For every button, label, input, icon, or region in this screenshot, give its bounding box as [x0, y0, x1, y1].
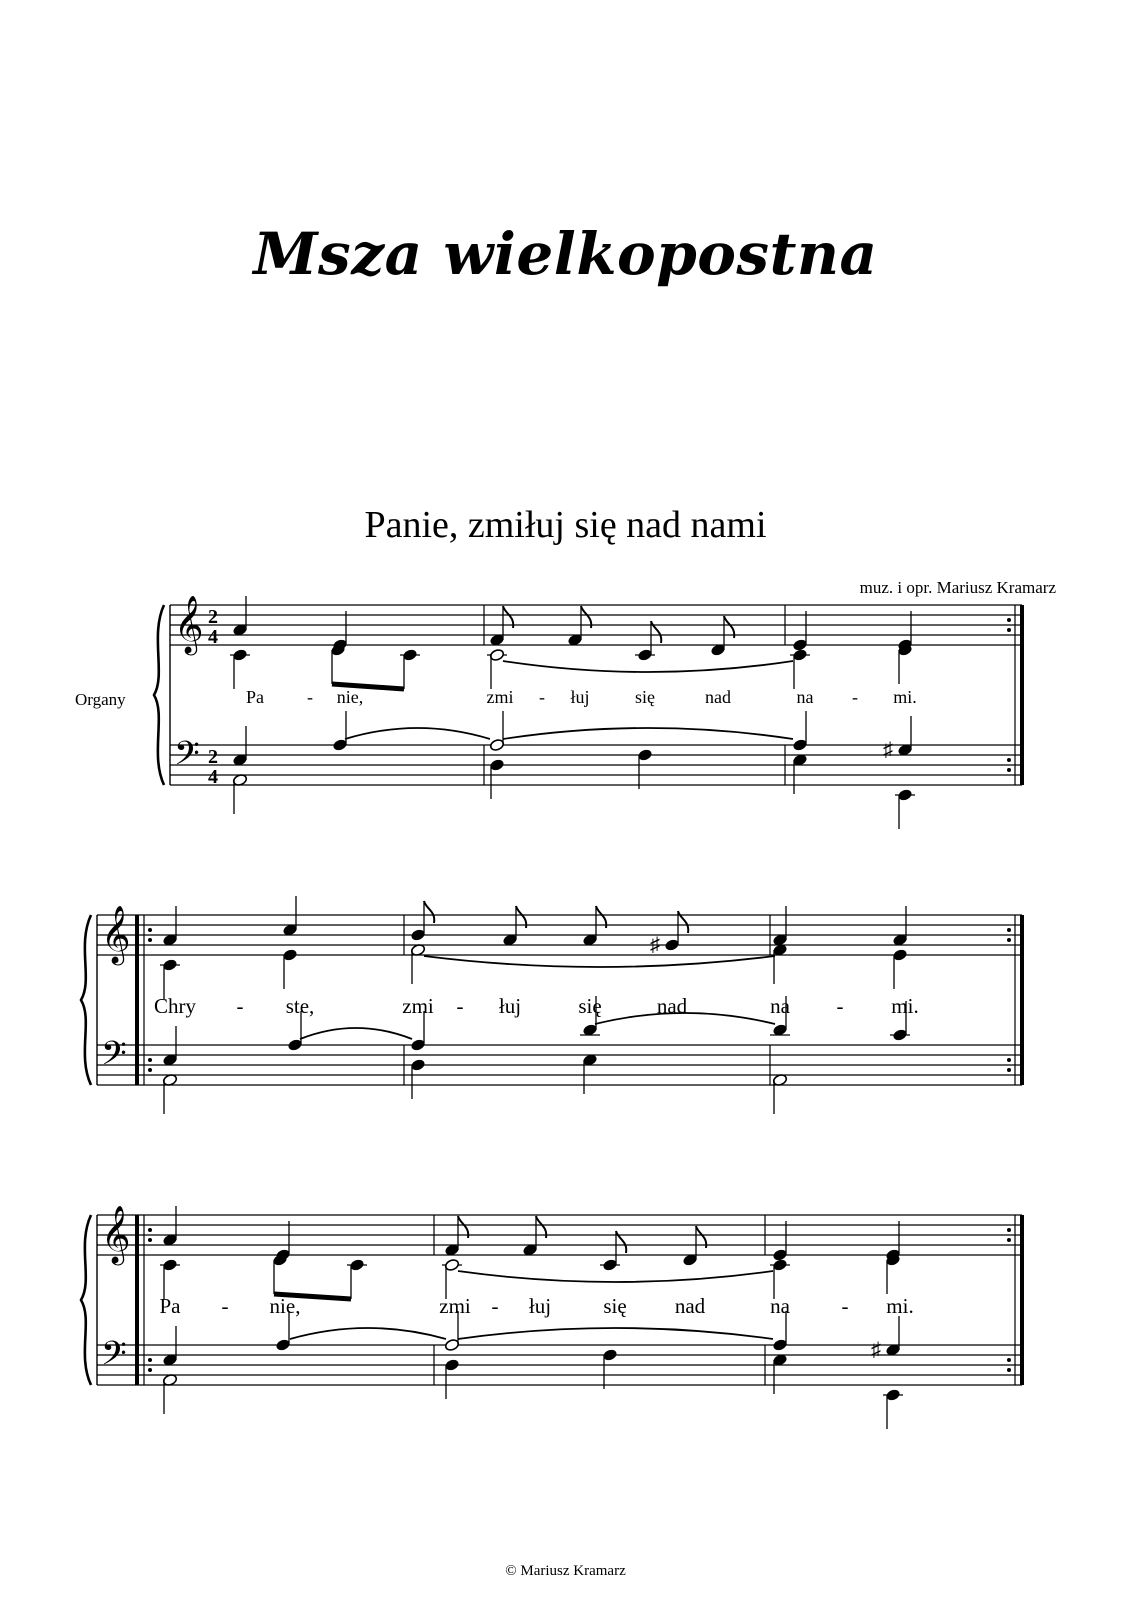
sharp-icon: ♯ — [650, 934, 660, 956]
lyric-syllable: się — [578, 994, 602, 1018]
piece-title: Msza wielkopostna — [253, 220, 878, 288]
lyric-syllable: nad — [674, 1294, 706, 1318]
bass-clef-icon: 𝄢 — [174, 735, 200, 780]
repeat-dot — [148, 1358, 152, 1362]
lyric-syllable: zmi — [439, 1294, 471, 1318]
repeat-dot — [1007, 618, 1011, 622]
lyric-syllable: ste, — [285, 994, 315, 1018]
time-signature-bottom: 4 — [208, 766, 218, 788]
tie-curve — [458, 1328, 773, 1339]
bass-clef-icon: 𝄢 — [101, 1035, 127, 1080]
composer-credit: muz. i opr. Mariusz Kramarz — [859, 578, 1056, 597]
time-signature-bottom: 4 — [208, 626, 218, 648]
lyric-syllable: mi. — [891, 994, 919, 1018]
eighth-flag — [651, 621, 661, 643]
lyric-syllable: na — [770, 994, 790, 1018]
lyric-syllable: nad — [656, 994, 688, 1018]
repeat-dot — [148, 928, 152, 932]
lyric-syllable: nad — [705, 687, 731, 707]
lyric-syllable: Pa — [246, 687, 264, 707]
repeat-dot — [1007, 1228, 1011, 1232]
lyric-syllable: łuj — [528, 1294, 552, 1318]
lyric-syllable: mi. — [886, 1294, 914, 1318]
lyric-syllable: - — [852, 687, 858, 707]
treble-clef-icon: 𝄞 — [101, 906, 131, 962]
repeat-dot — [1007, 628, 1011, 632]
copyright-footer: © Mariusz Kramarz — [505, 1563, 626, 1579]
brace — [154, 605, 164, 785]
repeat-dot — [1007, 1358, 1011, 1362]
lyric-syllable: - — [836, 994, 844, 1018]
lyric-syllable: zmi — [402, 994, 434, 1018]
treble-clef-icon: 𝄞 — [101, 1206, 131, 1262]
instrument-label: Organy — [75, 690, 126, 709]
repeat-dot — [148, 1068, 152, 1072]
repeat-dot — [1007, 768, 1011, 772]
treble-clef-icon: 𝄞 — [174, 596, 204, 652]
lyric-syllable: na — [770, 1294, 790, 1318]
lyric-syllable: - — [841, 1294, 849, 1318]
lyric-syllable: - — [539, 687, 545, 707]
lyric-syllable: mi. — [893, 687, 917, 707]
time-signature-top: 2 — [208, 746, 218, 768]
tie-curve — [290, 1328, 446, 1339]
lyric-syllable: - — [221, 1294, 229, 1318]
sharp-icon: ♯ — [871, 1339, 881, 1361]
repeat-dot — [148, 1058, 152, 1062]
repeat-dot — [148, 1228, 152, 1232]
repeat-dot — [148, 938, 152, 942]
sharp-icon: ♯ — [883, 739, 893, 761]
repeat-dot — [1007, 1058, 1011, 1062]
lyric-syllable: - — [491, 1294, 499, 1318]
repeat-dot — [1007, 1068, 1011, 1072]
lyric-syllable: Pa — [159, 1294, 181, 1318]
repeat-dot — [148, 1368, 152, 1372]
tie-curve — [503, 728, 793, 739]
song-title: Panie, zmiłuj się nad nami — [364, 504, 767, 546]
lyric-syllable: się — [635, 687, 655, 707]
tie-curve — [458, 1271, 773, 1282]
lyric-syllable: - — [236, 994, 244, 1018]
brace — [81, 1215, 91, 1385]
lyric-syllable: Chry — [154, 994, 196, 1018]
repeat-dot — [1007, 758, 1011, 762]
lyric-syllable: - — [456, 994, 464, 1018]
lyric-syllable: się — [603, 1294, 627, 1318]
repeat-dot — [1007, 938, 1011, 942]
lyric-syllable: zmi — [486, 687, 514, 707]
tie-curve — [503, 661, 793, 672]
tie-curve — [345, 728, 490, 739]
repeat-dot — [1007, 1368, 1011, 1372]
tie-curve — [300, 1028, 412, 1039]
lyric-syllable: - — [307, 687, 313, 707]
brace — [81, 915, 91, 1085]
repeat-dot — [1007, 1238, 1011, 1242]
lyric-syllable: nie, — [269, 1294, 301, 1318]
lyric-syllable: nie, — [336, 687, 364, 707]
time-signature-top: 2 — [208, 606, 218, 628]
eighth-flag — [678, 911, 688, 933]
lyric-syllable: łuj — [570, 687, 590, 707]
repeat-dot — [148, 1238, 152, 1242]
repeat-dot — [1007, 928, 1011, 932]
eighth-flag — [424, 901, 434, 923]
tie-curve — [424, 956, 775, 967]
lyric-syllable: łuj — [498, 994, 522, 1018]
lyric-syllable: na — [796, 687, 814, 707]
bass-clef-icon: 𝄢 — [101, 1335, 127, 1380]
eighth-flag — [616, 1231, 626, 1253]
